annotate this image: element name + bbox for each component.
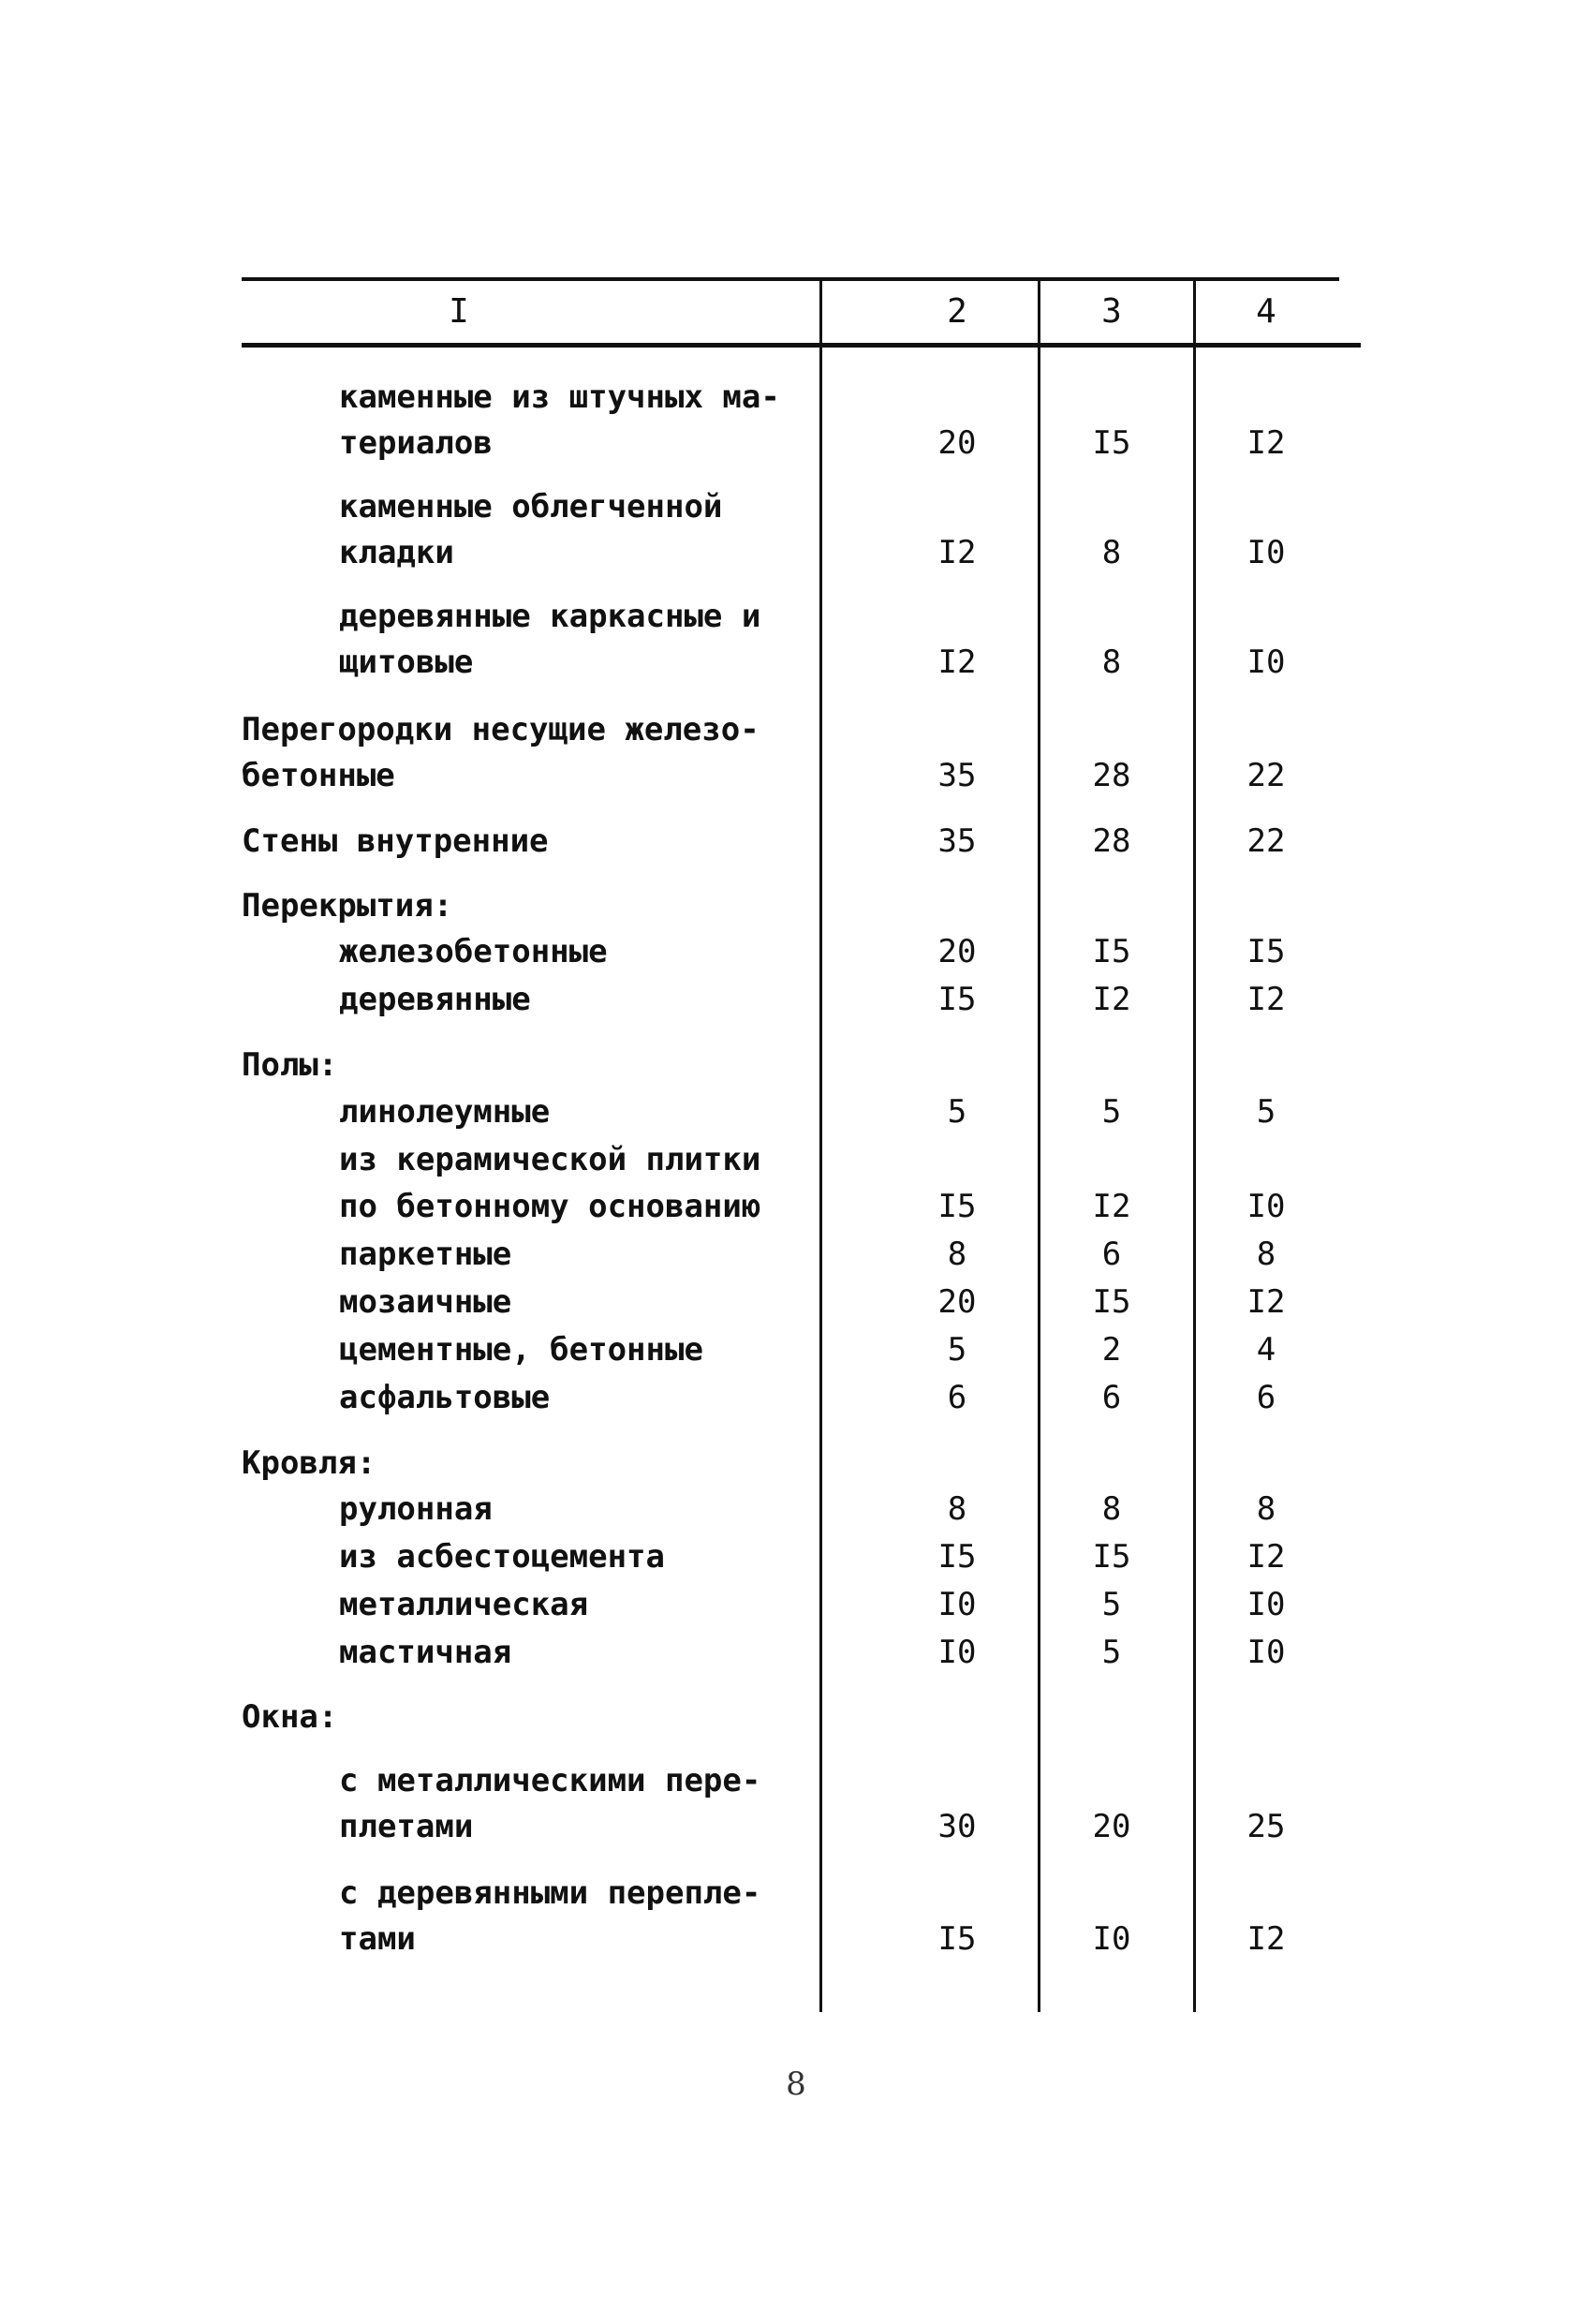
column-divider-3 — [1193, 279, 1196, 2012]
value-col2: 20 — [937, 424, 977, 462]
value-col3: 2 — [1101, 1331, 1122, 1369]
value-col3: 20 — [1092, 1808, 1131, 1845]
value-col4: I2 — [1246, 981, 1286, 1018]
value-col2: 30 — [937, 1808, 977, 1845]
row-label: Полы: — [242, 1046, 338, 1084]
value-col4: 22 — [1246, 822, 1286, 860]
value-col3: I2 — [1092, 1188, 1131, 1225]
row-label: Окна: — [242, 1698, 338, 1736]
row-label: из асбестоцемента — [339, 1538, 665, 1576]
column-header-1: I — [449, 292, 469, 331]
page-number: 8 — [786, 2065, 806, 2103]
value-col2: 5 — [947, 1331, 967, 1369]
value-col4: I2 — [1246, 1283, 1286, 1321]
value-col2: I2 — [937, 534, 977, 571]
value-col2: 35 — [937, 822, 977, 860]
row-label: мастичная — [339, 1634, 512, 1671]
value-col3: 8 — [1101, 1490, 1122, 1528]
column-divider-1 — [819, 279, 822, 2012]
value-col4: I0 — [1246, 1586, 1286, 1623]
value-col4: I5 — [1246, 933, 1286, 970]
value-col2: I5 — [937, 1188, 977, 1225]
value-col3: 6 — [1101, 1236, 1122, 1273]
row-label: Перекрытия: — [242, 887, 453, 925]
value-col2: 5 — [947, 1093, 967, 1131]
row-label: Перегородки несущие железо- — [242, 711, 760, 748]
value-col4: I0 — [1246, 534, 1286, 571]
value-col3: I5 — [1092, 933, 1131, 970]
value-col2: 8 — [947, 1490, 967, 1528]
value-col3: 28 — [1092, 822, 1131, 860]
value-col3: I2 — [1092, 981, 1131, 1018]
value-col3: I0 — [1092, 1920, 1131, 1958]
value-col3: 8 — [1101, 644, 1122, 681]
row-label: деревянные каркасные и — [339, 598, 761, 635]
column-header-4: 4 — [1256, 292, 1276, 331]
row-label: цементные, бетонные — [339, 1331, 703, 1369]
value-col2: 20 — [937, 1283, 977, 1321]
row-label: бетонные — [242, 757, 395, 794]
value-col4: I2 — [1246, 424, 1286, 462]
table-top-rule — [242, 277, 1339, 281]
value-col4: 5 — [1256, 1093, 1276, 1131]
value-col3: 5 — [1101, 1634, 1122, 1671]
row-label: деревянные — [339, 981, 531, 1018]
value-col4: I0 — [1246, 1634, 1286, 1671]
value-col2: 6 — [947, 1379, 967, 1416]
row-label: мозаичные — [339, 1283, 512, 1321]
value-col3: 28 — [1092, 757, 1131, 794]
value-col2: 20 — [937, 933, 977, 970]
row-label: металлическая — [339, 1586, 589, 1623]
column-header-3: 3 — [1101, 292, 1122, 331]
value-col2: I0 — [937, 1586, 977, 1623]
column-header-2: 2 — [947, 292, 967, 331]
value-col4: 22 — [1246, 757, 1286, 794]
value-col4: 4 — [1256, 1331, 1276, 1369]
value-col3: I5 — [1092, 1538, 1131, 1576]
row-label: асфальтовые — [339, 1379, 551, 1416]
value-col2: 35 — [937, 757, 977, 794]
row-label: железобетонные — [339, 933, 608, 970]
row-label: тами — [339, 1920, 416, 1958]
value-col4: 8 — [1256, 1490, 1276, 1528]
column-divider-2 — [1038, 279, 1040, 2012]
value-col3: 8 — [1101, 534, 1122, 571]
row-label: Кровля: — [242, 1444, 376, 1482]
value-col4: I0 — [1246, 644, 1286, 681]
value-col4: 25 — [1246, 1808, 1286, 1845]
value-col3: I5 — [1092, 424, 1131, 462]
row-label: линолеумные — [339, 1093, 551, 1131]
value-col2: I0 — [937, 1634, 977, 1671]
row-label: териалов — [339, 424, 493, 462]
row-label: по бетонному основанию — [339, 1188, 761, 1225]
value-col3: 6 — [1101, 1379, 1122, 1416]
row-label: каменные из штучных ма- — [339, 378, 780, 416]
value-col2: I5 — [937, 1920, 977, 1958]
row-label: с деревянными перепле- — [339, 1874, 761, 1912]
row-label: Стены внутренние — [242, 822, 549, 860]
value-col3: 5 — [1101, 1586, 1122, 1623]
value-col3: 5 — [1101, 1093, 1122, 1131]
value-col2: I2 — [937, 644, 977, 681]
row-label: паркетные — [339, 1236, 512, 1273]
row-label: плетами — [339, 1808, 474, 1845]
row-label: щитовые — [339, 644, 474, 681]
value-col3: I5 — [1092, 1283, 1131, 1321]
row-label: рулонная — [339, 1490, 493, 1528]
value-col4: I2 — [1246, 1538, 1286, 1576]
value-col4: I0 — [1246, 1188, 1286, 1225]
row-label: с металлическими пере- — [339, 1762, 761, 1799]
value-col4: 8 — [1256, 1236, 1276, 1273]
row-label: из керамической плитки — [339, 1141, 761, 1178]
row-label: каменные облегченной — [339, 488, 723, 525]
value-col2: I5 — [937, 981, 977, 1018]
row-label: кладки — [339, 534, 454, 571]
value-col2: 8 — [947, 1236, 967, 1273]
value-col4: 6 — [1256, 1379, 1276, 1416]
value-col2: I5 — [937, 1538, 977, 1576]
value-col4: I2 — [1246, 1920, 1286, 1958]
